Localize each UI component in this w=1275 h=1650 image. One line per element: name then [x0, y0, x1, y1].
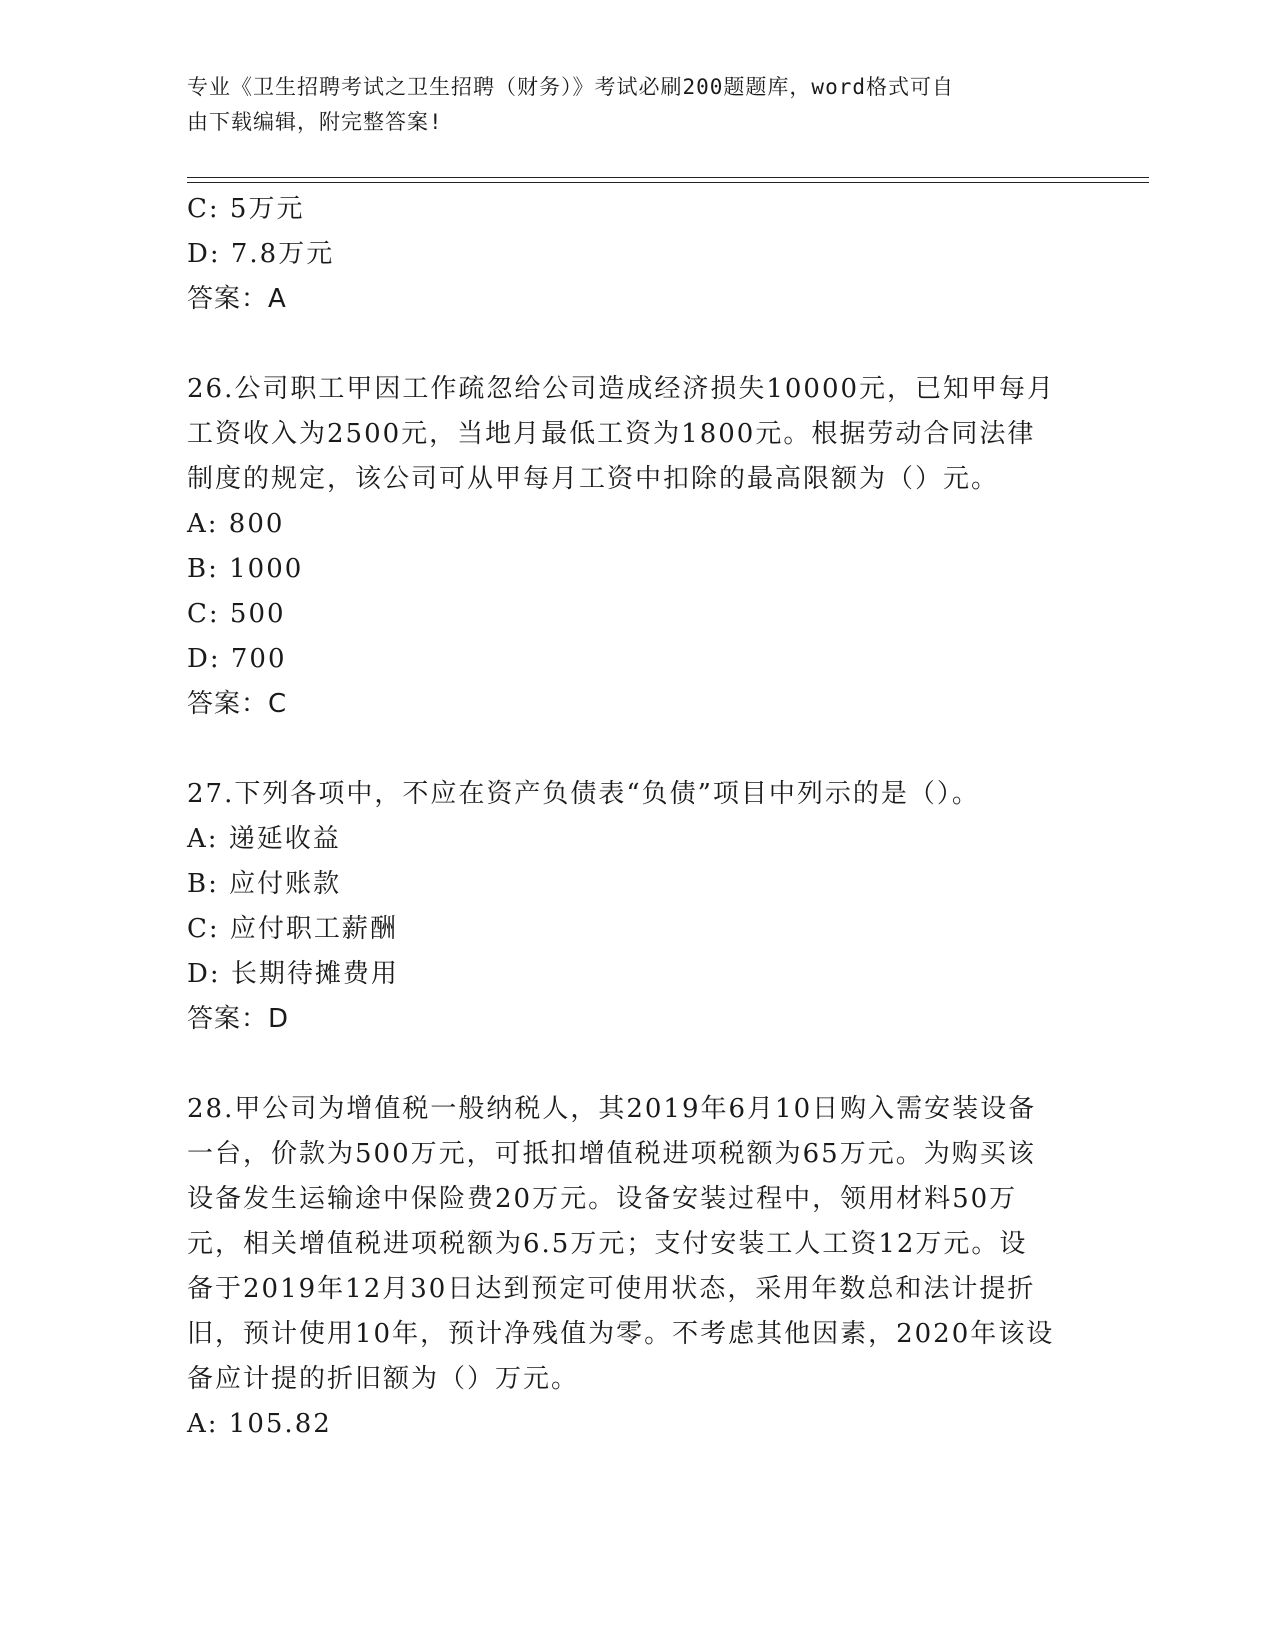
option-c: C: 应付职工薪酬	[187, 914, 398, 944]
question-26	[187, 367, 1087, 727]
header-divider-bottom	[187, 182, 1149, 183]
question-stem-line: 制度的规定，该公司可从甲每月工资中扣除的最高限额为（）元。	[187, 464, 1000, 494]
question-stem-line: 备应计提的折旧额为（）万元。	[187, 1364, 580, 1394]
document-header	[187, 70, 1067, 140]
header-divider-top	[187, 177, 1149, 178]
option-a: A: 800	[187, 509, 285, 539]
answer-line: 答案：A	[187, 284, 287, 314]
answer-line: 答案：C	[187, 689, 288, 719]
document-body	[187, 187, 1087, 1447]
spacer	[187, 322, 1087, 367]
option-c: C: 5万元	[187, 194, 305, 224]
header-line-2: 由下载编辑，附完整答案!	[187, 110, 443, 134]
prev-question	[187, 187, 1087, 322]
question-stem-line: 27.下列各项中，不应在资产负债表“负债”项目中列示的是（）。	[187, 779, 980, 809]
header-line-1: 专业《卫生招聘考试之卫生招聘（财务）》考试必刷200题题库，word格式可自	[187, 75, 954, 99]
question-stem-line: 一台，价款为500万元，可抵扣增值税进项税额为65万元。为购买该	[187, 1139, 1036, 1169]
answer-line: 答案：D	[187, 1004, 290, 1034]
spacer	[187, 1042, 1087, 1087]
option-d: D: 7.8万元	[187, 239, 335, 269]
question-28	[187, 1087, 1087, 1447]
question-stem-line: 26.公司职工甲因工作疏忽给公司造成经济损失10000元，已知甲每月	[187, 374, 1056, 404]
option-d: D: 700	[187, 644, 287, 674]
option-b: B: 应付账款	[187, 869, 342, 899]
option-c: C: 500	[187, 599, 286, 629]
question-27	[187, 772, 1087, 1042]
option-a: A: 递延收益	[187, 824, 341, 854]
question-stem-line: 元，相关增值税进项税额为6.5万元；支付安装工人工资12万元。设	[187, 1229, 1028, 1259]
question-stem-line: 旧，预计使用10年，预计净残值为零。不考虑其他因素，2020年该设	[187, 1319, 1055, 1349]
option-d: D: 长期待摊费用	[187, 959, 399, 989]
spacer	[187, 727, 1087, 772]
question-stem-line: 备于2019年12月30日达到预定可使用状态，采用年数总和法计提折	[187, 1274, 1036, 1304]
question-stem-line: 工资收入为2500元，当地月最低工资为1800元。根据劳动合同法律	[187, 419, 1036, 449]
option-a: A: 105.82	[187, 1409, 332, 1439]
option-b: B: 1000	[187, 554, 304, 584]
question-stem-line: 设备发生运输途中保险费20万元。设备安装过程中，领用材料50万	[187, 1184, 1018, 1214]
question-stem-line: 28.甲公司为增值税一般纳税人，其2019年6月10日购入需安装设备	[187, 1094, 1037, 1124]
